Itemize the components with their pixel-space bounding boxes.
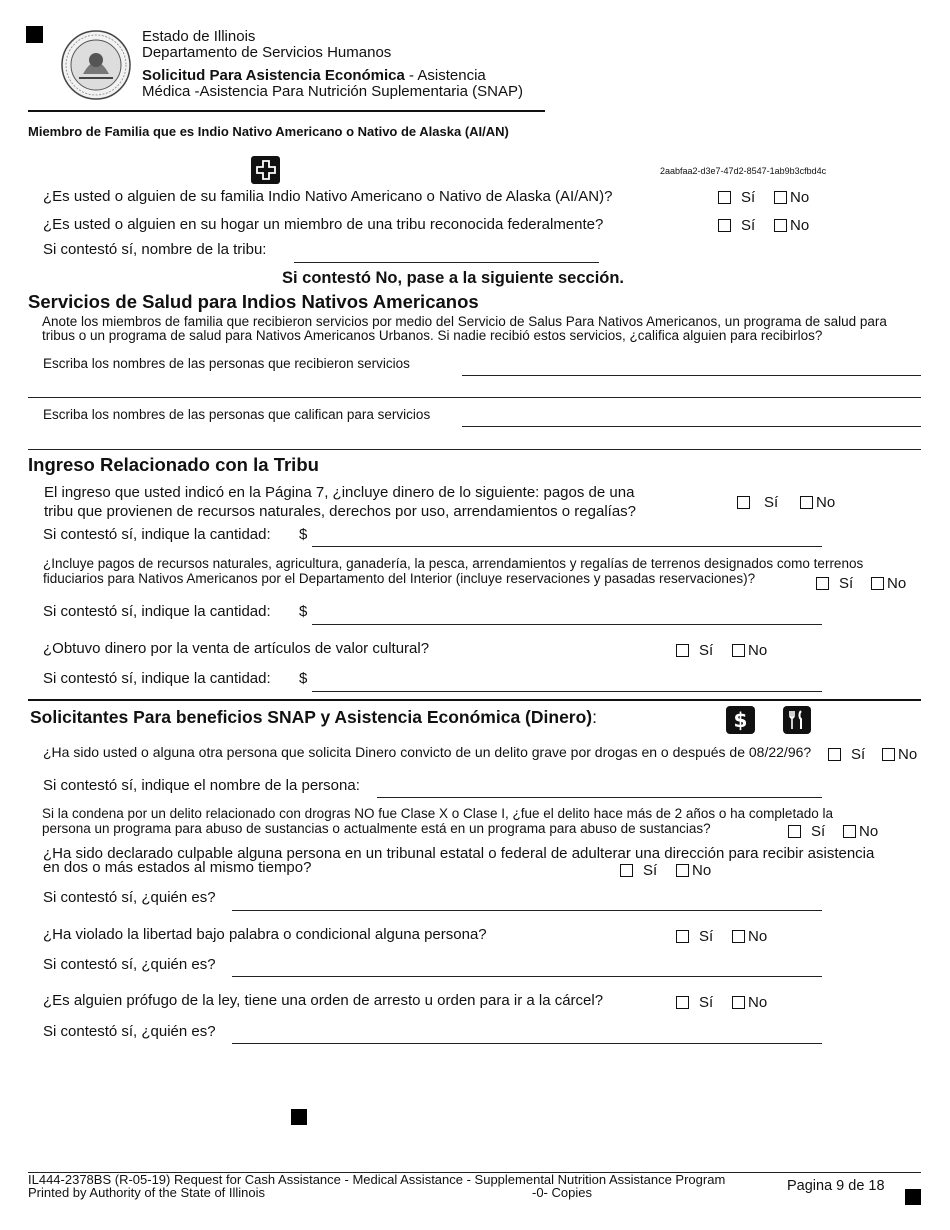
footer-form-id: IL444-2378BS (R-05-19) Request for Cash Assistance - Medical Assistance - Supplemental Nutrition Assistance Program bbox=[28, 1172, 726, 1187]
yes-label: Sí bbox=[741, 217, 756, 234]
ihs-received-label: Escriba los nombres de las personas que recibieron servicios bbox=[43, 356, 410, 371]
who-label: Si contestó sí, ¿quién es? bbox=[43, 956, 216, 973]
tribal-q2-no-checkbox[interactable] bbox=[871, 577, 884, 590]
tribal-q2-yes-checkbox[interactable] bbox=[816, 577, 829, 590]
state-name: Estado de Illinois bbox=[142, 28, 256, 45]
dollar-sign: $ bbox=[299, 526, 308, 543]
department-name: Departamento de Servicios Humanos bbox=[142, 44, 392, 61]
tribal-q1-yes-checkbox[interactable] bbox=[737, 496, 750, 509]
aian-q2-no-checkbox[interactable] bbox=[774, 219, 787, 232]
amount-label: Si contestó sí, indique la cantidad: bbox=[43, 526, 271, 543]
ihs-description-line1: Anote los miembros de familia que recibieron servicios por medio del Servicio de Salus Para Nativos Americanos, un programa de salud para bbox=[42, 314, 887, 329]
yes-label: Sí bbox=[764, 494, 779, 511]
snap-q3-who-field[interactable] bbox=[232, 910, 822, 911]
tribal-income-question-3: ¿Obtuvo dinero por la venta de artículos de valor cultural? bbox=[43, 640, 430, 657]
no-label: No bbox=[692, 862, 712, 879]
tribe-name-label: Si contestó sí, nombre de la tribu: bbox=[43, 241, 267, 258]
cash-assistance-icon: $ bbox=[726, 706, 755, 734]
yes-label: Sí bbox=[839, 575, 854, 592]
tribal-q1-amount-field[interactable] bbox=[312, 546, 822, 547]
tribe-name-field[interactable] bbox=[294, 262, 599, 263]
snap-q1-no-checkbox[interactable] bbox=[882, 748, 895, 761]
snap-question-1: ¿Ha sido usted o alguna otra persona que solicita Dinero convicto de un delito grave por drogas en o después de 08/22/96? bbox=[43, 744, 812, 760]
yes-label: Sí bbox=[699, 928, 714, 945]
no-label: No bbox=[790, 217, 810, 234]
ihs-qualify-field-2[interactable] bbox=[28, 449, 921, 450]
who-label: Si contestó sí, ¿quién es? bbox=[43, 1023, 216, 1040]
snap-question-5: ¿Es alguien prófugo de la ley, tiene una orden de arresto u orden para ir a la cárcel? bbox=[43, 992, 604, 1009]
ihs-qualify-label: Escriba los nombres de las personas que califican para servicios bbox=[43, 407, 431, 422]
tribal-q3-no-checkbox[interactable] bbox=[732, 644, 745, 657]
aian-q1-yes-checkbox[interactable] bbox=[718, 191, 731, 204]
snap-q4-who-field[interactable] bbox=[232, 976, 822, 977]
yes-label: Sí bbox=[741, 189, 756, 206]
snap-question-3-line2: en dos o más estados al mismo tiempo? bbox=[43, 859, 312, 876]
snap-question-4: ¿Ha violado la libertad bajo palabra o condicional alguna persona? bbox=[43, 926, 487, 943]
aian-question-2: ¿Es usted o alguien en su hogar un miembro de una tribu reconocida federalmente? bbox=[43, 216, 604, 233]
no-label: No bbox=[748, 928, 768, 945]
section-divider bbox=[28, 699, 921, 701]
tribal-income-title: Ingreso Relacionado con la Tribu bbox=[28, 454, 319, 475]
aian-q1-no-checkbox[interactable] bbox=[774, 191, 787, 204]
ihs-received-field-2[interactable] bbox=[28, 397, 921, 398]
aian-q2-yes-checkbox[interactable] bbox=[718, 219, 731, 232]
form-title: Solicitud Para Asistencia Económica - Asistencia bbox=[142, 67, 486, 84]
dollar-sign: $ bbox=[299, 670, 308, 687]
tribal-q2-amount-field[interactable] bbox=[312, 624, 822, 625]
ihs-qualify-field[interactable] bbox=[462, 426, 921, 427]
snap-person-name-field[interactable] bbox=[377, 797, 822, 798]
tribal-income-question-2-line1: ¿Incluye pagos de recursos naturales, agricultura, ganadería, la pesca, arrendamientos y regalías de terrenos designados como terrenos bbox=[43, 556, 864, 571]
footer-copies: -0- Copies bbox=[532, 1185, 592, 1200]
no-label: No bbox=[748, 642, 768, 659]
snap-q5-who-field[interactable] bbox=[232, 1043, 822, 1044]
fork-knife-icon bbox=[783, 706, 811, 734]
state-seal bbox=[61, 30, 131, 100]
snap-q2-no-checkbox[interactable] bbox=[843, 825, 856, 838]
yes-label: Sí bbox=[811, 823, 826, 840]
registration-mark bbox=[26, 26, 43, 43]
no-label: No bbox=[887, 575, 907, 592]
form-title-line2: Médica -Asistencia Para Nutrición Suplementaria (SNAP) bbox=[142, 83, 523, 100]
aian-section-title: Miembro de Familia que es Indio Nativo Americano o Nativo de Alaska (AI/AN) bbox=[28, 124, 509, 139]
aian-question-1: ¿Es usted o alguien de su familia Indio Nativo Americano o Nativo de Alaska (AI/AN)? bbox=[43, 188, 613, 205]
yes-label: Sí bbox=[643, 862, 658, 879]
page-number: Pagina 9 de 18 bbox=[787, 1178, 885, 1194]
snap-question-3-line1: ¿Ha sido declarado culpable alguna persona en un tribunal estatal o federal de adulterar una dirección para recibir asistencia bbox=[43, 845, 875, 862]
ihs-section-title: Servicios de Salud para Indios Nativos Americanos bbox=[28, 291, 479, 312]
amount-label: Si contestó sí, indique la cantidad: bbox=[43, 603, 271, 620]
tribal-q3-yes-checkbox[interactable] bbox=[676, 644, 689, 657]
snap-q3-no-checkbox[interactable] bbox=[676, 864, 689, 877]
tribal-q3-amount-field[interactable] bbox=[312, 691, 822, 692]
snap-q4-yes-checkbox[interactable] bbox=[676, 930, 689, 943]
footer-authority: Printed by Authority of the State of Illinois bbox=[28, 1185, 266, 1200]
ihs-description-line2: tribus o un programa de salud para Nativos Americanos Urbanos. Si nadie recibió estos servicios, ¿califica alguien para recibirlos? bbox=[42, 328, 823, 343]
snap-q5-yes-checkbox[interactable] bbox=[676, 996, 689, 1009]
yes-label: Sí bbox=[851, 746, 866, 763]
snap-q1-yes-checkbox[interactable] bbox=[828, 748, 841, 761]
person-name-label: Si contestó sí, indique el nombre de la persona: bbox=[43, 777, 360, 794]
no-label: No bbox=[816, 494, 836, 511]
document-id: 2aabfaa2-d3e7-47d2-8547-1ab9b3cfbd4c bbox=[660, 166, 827, 176]
snap-question-2-line2: persona un programa para abuso de sustancias o actualmente está en un programa para abuso de sustancias? bbox=[42, 821, 711, 836]
who-label: Si contestó sí, ¿quién es? bbox=[43, 889, 216, 906]
snap-q2-yes-checkbox[interactable] bbox=[788, 825, 801, 838]
no-label: No bbox=[748, 994, 768, 1011]
medical-cross-icon bbox=[251, 156, 280, 184]
snap-question-2-line1: Si la condena por un delito relacionado con drogras NO fue Clase X o Clase I, ¿fue el delito hace más de 2 años o ha completado la bbox=[42, 806, 833, 821]
snap-q3-yes-checkbox[interactable] bbox=[620, 864, 633, 877]
tribal-q1-no-checkbox[interactable] bbox=[800, 496, 813, 509]
no-label: No bbox=[859, 823, 879, 840]
snap-section-title: Solicitantes Para beneficios SNAP y Asistencia Económica (Dinero): bbox=[30, 707, 598, 727]
registration-mark bbox=[291, 1109, 307, 1125]
amount-label: Si contestó sí, indique la cantidad: bbox=[43, 670, 271, 687]
yes-label: Sí bbox=[699, 994, 714, 1011]
tribal-income-question-1-line2: tribu que provienen de recursos naturales, derechos por uso, arrendamientos o regalías? bbox=[44, 503, 637, 520]
registration-mark bbox=[905, 1189, 921, 1205]
snap-q4-no-checkbox[interactable] bbox=[732, 930, 745, 943]
tribal-income-question-2-line2: fiduciarios para Nativos Americanos por el Departamento del Interior (incluye reservaciones y pasadas reservaciones)? bbox=[43, 571, 756, 586]
snap-q5-no-checkbox[interactable] bbox=[732, 996, 745, 1009]
skip-instruction: Si contestó No, pase a la siguiente sección. bbox=[282, 269, 625, 287]
dollar-sign: $ bbox=[299, 603, 308, 620]
ihs-received-field[interactable] bbox=[462, 375, 921, 376]
header-divider bbox=[28, 110, 545, 112]
yes-label: Sí bbox=[699, 642, 714, 659]
tribal-income-question-1-line1: El ingreso que usted indicó en la Página 7, ¿incluye dinero de lo siguiente: pagos de una bbox=[44, 484, 635, 501]
no-label: No bbox=[790, 189, 810, 206]
no-label: No bbox=[898, 746, 918, 763]
